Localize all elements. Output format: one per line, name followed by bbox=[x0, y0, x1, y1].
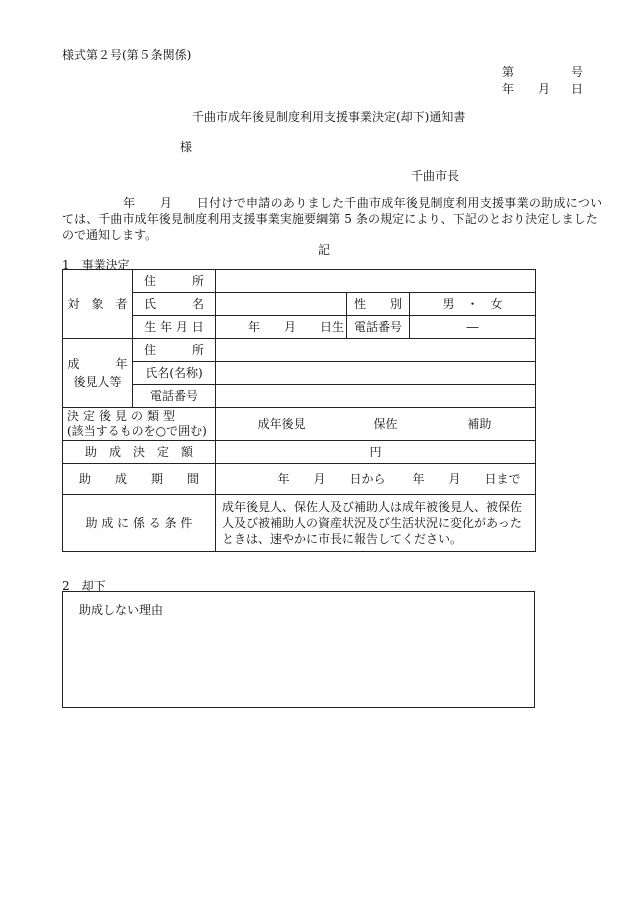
section-2-heading: 2 却下 bbox=[62, 579, 106, 593]
issuer: 千曲市長 bbox=[411, 169, 460, 183]
target-name-field[interactable] bbox=[216, 293, 347, 316]
guardian-phone-field[interactable] bbox=[216, 385, 536, 408]
document-title: 千曲市成年後見制度利用支援事業決定(却下)通知書 bbox=[192, 110, 466, 124]
guardianship-type-label-line2: (該当するものを○で囲む) bbox=[67, 424, 207, 438]
subsidy-period-label: 助 成 期 間 bbox=[63, 464, 216, 495]
date-year: 年 bbox=[502, 82, 515, 96]
type-option-assistant[interactable]: 補助 bbox=[467, 417, 492, 431]
doc-number-suffix: 号 bbox=[571, 65, 584, 79]
guardian-phone-label: 電話番号 bbox=[133, 385, 216, 408]
body-line-3: ので通知します。 bbox=[62, 228, 158, 242]
body-line-1: 年 月 日付けで申請のありました千曲市成年後見制度利用支援事業の助成につい bbox=[123, 196, 603, 210]
rejection-reason-box[interactable] bbox=[62, 591, 535, 708]
gender-value[interactable]: 男 ・ 女 bbox=[410, 293, 536, 316]
birthdate-value[interactable]: 年 月 日生 bbox=[216, 316, 347, 339]
form-number: 様式第２号(第５条関係) bbox=[62, 48, 192, 62]
subsidy-amount-value[interactable]: 円 bbox=[216, 441, 536, 464]
guardian-label-line2: 後見人等 bbox=[73, 375, 122, 389]
phone-value[interactable]: ― bbox=[410, 316, 536, 339]
ki-mark: 記 bbox=[318, 243, 331, 257]
birthdate-label: 生 年 月 日 bbox=[133, 316, 216, 339]
phone-label: 電話番号 bbox=[347, 316, 410, 339]
body-line-2: ては、千曲市成年後見制度利用支援事業実施要綱第 5 条の規定により、下記のとおり決定しました bbox=[62, 212, 598, 226]
conditions-label: 助 成 に 係 る 条 件 bbox=[63, 495, 216, 552]
guardianship-type-label bbox=[63, 408, 216, 441]
gender-label: 性 別 bbox=[347, 293, 410, 316]
subsidy-period-value[interactable] bbox=[216, 464, 536, 495]
date-day: 日 bbox=[571, 82, 584, 96]
target-address-field[interactable] bbox=[216, 270, 536, 293]
target-name-label: 氏 名 bbox=[133, 293, 216, 316]
target-address-label: 住 所 bbox=[133, 270, 216, 293]
guardian-address-field[interactable] bbox=[216, 339, 536, 362]
guardian-address-label: 住 所 bbox=[133, 339, 216, 362]
guardianship-type-label-line1: 決定後見の類型 bbox=[67, 409, 180, 423]
addressee-suffix: 様 bbox=[180, 140, 193, 154]
rejection-reason-label: 助成しない理由 bbox=[79, 603, 164, 617]
guardianship-type-options bbox=[216, 408, 536, 441]
period-to: 年 月 日まで bbox=[412, 472, 521, 486]
decision-table bbox=[62, 269, 536, 552]
subsidy-amount-label: 助 成 決 定 額 bbox=[63, 441, 216, 464]
guardian-label-line1: 成 年 bbox=[67, 357, 128, 371]
guardian-name-label: 氏名(名称) bbox=[133, 362, 216, 385]
conditions-text: 成年後見人、保佐人及び補助人は成年被後見人、被保佐人及び被補助人の資産状況及び生活状況に変化があったときは、速やかに市長に報告してください。 bbox=[216, 495, 536, 552]
type-option-curator[interactable]: 保佐 bbox=[373, 417, 398, 431]
guardian-name-field[interactable] bbox=[216, 362, 536, 385]
target-person-label: 対 象 者 bbox=[63, 270, 133, 339]
period-from: 年 月 日から bbox=[277, 472, 386, 486]
type-option-guardian[interactable]: 成年後見 bbox=[257, 417, 306, 431]
date-month: 月 bbox=[538, 82, 551, 96]
section-1-heading: 1 事業決定 bbox=[62, 258, 130, 272]
doc-number-prefix: 第 bbox=[502, 65, 515, 79]
guardian-label bbox=[63, 339, 133, 408]
